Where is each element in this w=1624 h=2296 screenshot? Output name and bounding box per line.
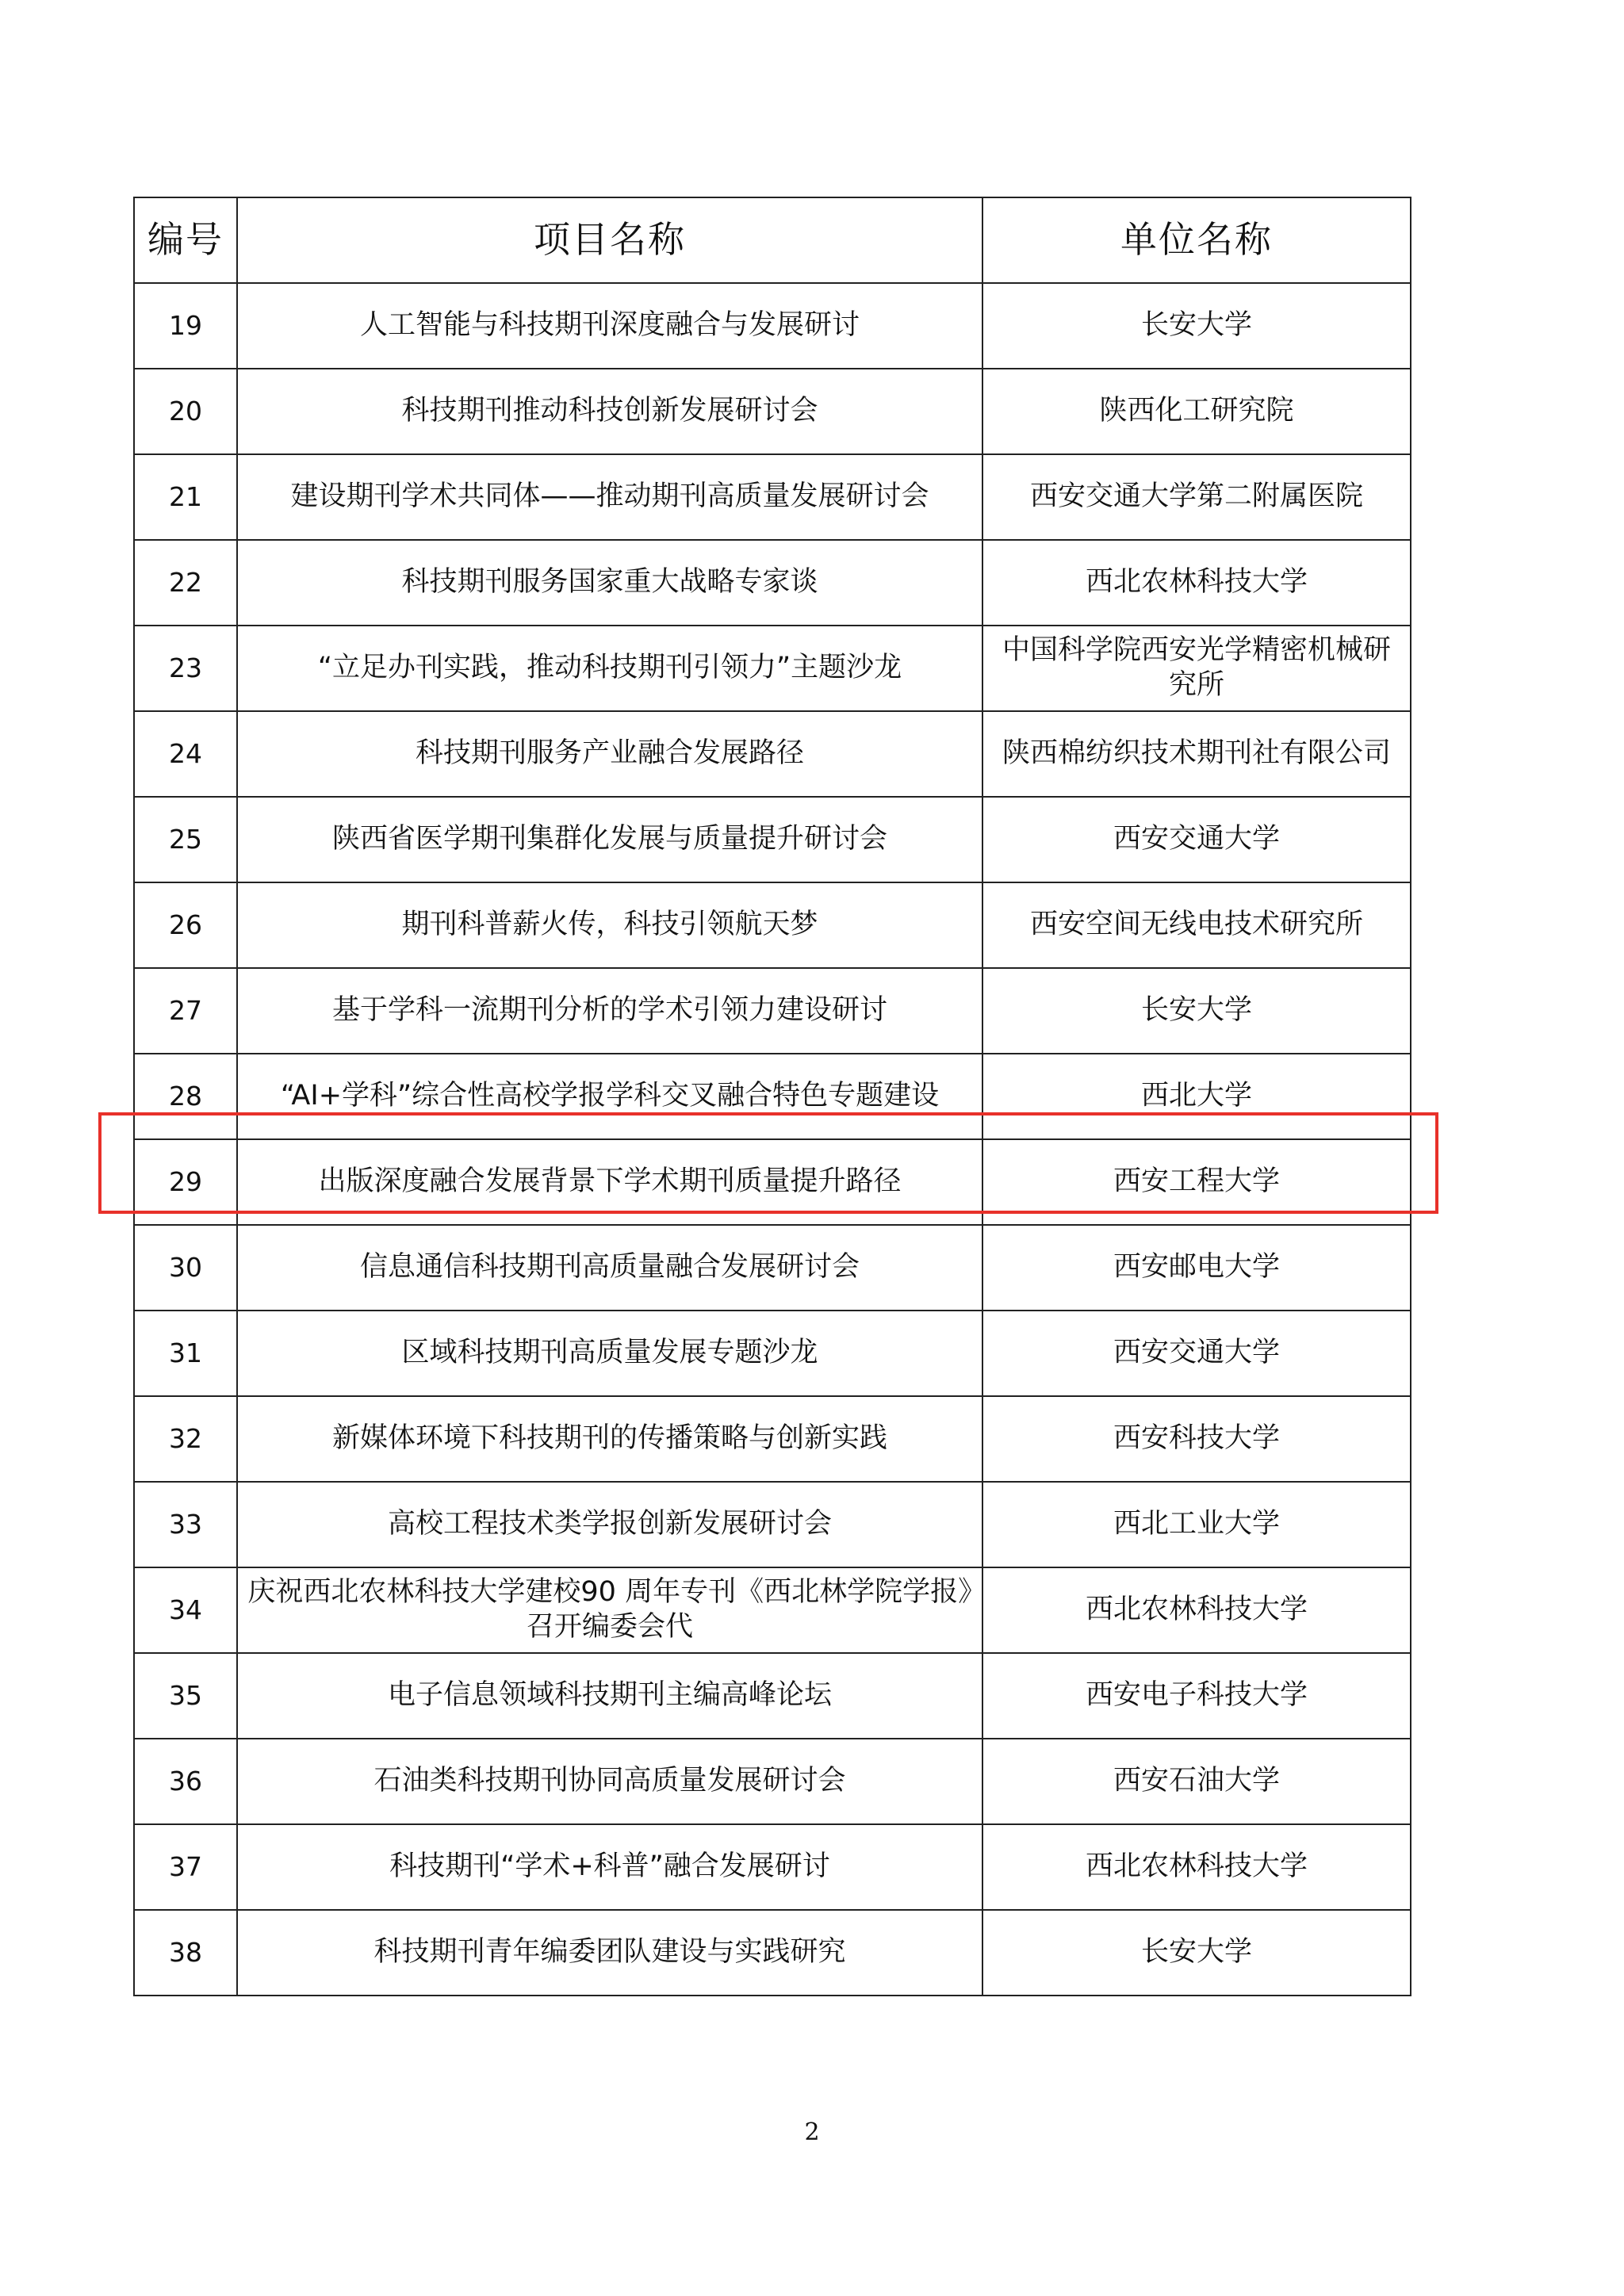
row-number-cell: 32 — [134, 1396, 237, 1482]
unit-name-cell: 陕西棉纺织技术期刊社有限公司 — [982, 711, 1411, 797]
project-name-cell: 科技期刊青年编委团队建设与实践研究 — [237, 1910, 982, 1996]
unit-name-cell: 西安交通大学 — [982, 797, 1411, 882]
row-number-cell: 36 — [134, 1739, 237, 1824]
project-name-cell: “立足办刊实践，推动科技期刊引领力”主题沙龙 — [237, 626, 982, 711]
row-number-cell: 37 — [134, 1824, 237, 1910]
project-name-cell: 新媒体环境下科技期刊的传播策略与创新实践 — [237, 1396, 982, 1482]
row-number-cell: 23 — [134, 626, 237, 711]
project-name-cell: 科技期刊推动科技创新发展研讨会 — [237, 369, 982, 454]
row-number-cell: 27 — [134, 968, 237, 1054]
row-number-cell: 33 — [134, 1482, 237, 1567]
table-row — [134, 1739, 1411, 1824]
table-row — [134, 626, 1411, 711]
project-name-cell: 出版深度融合发展背景下学术期刊质量提升路径 — [237, 1139, 982, 1225]
unit-name-cell: 西安交通大学 — [982, 1311, 1411, 1396]
unit-name-cell: 西北农林科技大学 — [982, 1567, 1411, 1653]
row-number-cell: 30 — [134, 1225, 237, 1311]
project-name-cell: 基于学科一流期刊分析的学术引领力建设研讨 — [237, 968, 982, 1054]
project-name-cell: 科技期刊服务产业融合发展路径 — [237, 711, 982, 797]
unit-name-cell: 西安交通大学第二附属医院 — [982, 454, 1411, 540]
row-number-cell: 26 — [134, 882, 237, 968]
project-name-cell: 信息通信科技期刊高质量融合发展研讨会 — [237, 1225, 982, 1311]
header-unit-name: 单位名称 — [982, 197, 1411, 283]
table-row — [134, 1824, 1411, 1910]
project-name-cell: 期刊科普薪火传，科技引领航天梦 — [237, 882, 982, 968]
table-row — [134, 797, 1411, 882]
unit-name-cell: 西安工程大学 — [982, 1139, 1411, 1225]
project-name-cell: 人工智能与科技期刊深度融合与发展研讨 — [237, 283, 982, 369]
project-name-cell: “AI+学科”综合性高校学报学科交叉融合特色专题建设 — [237, 1054, 982, 1139]
table-row — [134, 882, 1411, 968]
table-row — [134, 1054, 1411, 1139]
project-name-cell: 科技期刊“学术+科普”融合发展研讨 — [237, 1824, 982, 1910]
project-name-cell: 高校工程技术类学报创新发展研讨会 — [237, 1482, 982, 1567]
row-number-cell: 19 — [134, 283, 237, 369]
page-number: 2 — [804, 2118, 820, 2146]
header-number: 编号 — [134, 197, 237, 283]
unit-name-cell: 西北农林科技大学 — [982, 1824, 1411, 1910]
table-row — [134, 1910, 1411, 1996]
row-number-cell: 20 — [134, 369, 237, 454]
unit-name-cell: 陕西化工研究院 — [982, 369, 1411, 454]
unit-name-cell: 西北工业大学 — [982, 1482, 1411, 1567]
table-header-row — [134, 197, 1411, 283]
table-row — [134, 1653, 1411, 1739]
project-name-cell: 石油类科技期刊协同高质量发展研讨会 — [237, 1739, 982, 1824]
project-name-cell: 陕西省医学期刊集群化发展与质量提升研讨会 — [237, 797, 982, 882]
unit-name-cell: 西北农林科技大学 — [982, 540, 1411, 626]
project-name-cell: 电子信息领域科技期刊主编高峰论坛 — [237, 1653, 982, 1739]
row-number-cell: 38 — [134, 1910, 237, 1996]
unit-name-cell: 长安大学 — [982, 968, 1411, 1054]
row-number-cell: 24 — [134, 711, 237, 797]
unit-name-cell: 西安电子科技大学 — [982, 1653, 1411, 1739]
unit-name-cell: 长安大学 — [982, 283, 1411, 369]
table-row — [134, 1567, 1411, 1653]
unit-name-cell: 长安大学 — [982, 1910, 1411, 1996]
project-name-cell: 建设期刊学术共同体——推动期刊高质量发展研讨会 — [237, 454, 982, 540]
row-number-cell: 29 — [134, 1139, 237, 1225]
unit-name-cell: 西安空间无线电技术研究所 — [982, 882, 1411, 968]
row-number-cell: 21 — [134, 454, 237, 540]
unit-name-cell: 西安邮电大学 — [982, 1225, 1411, 1311]
row-number-cell: 25 — [134, 797, 237, 882]
row-number-cell: 22 — [134, 540, 237, 626]
table-row — [134, 454, 1411, 540]
table-row — [134, 540, 1411, 626]
table-row — [134, 369, 1411, 454]
header-project-name: 项目名称 — [237, 197, 982, 283]
table-row — [134, 1396, 1411, 1482]
table-row — [134, 1225, 1411, 1311]
row-number-cell: 35 — [134, 1653, 237, 1739]
table-row — [134, 1139, 1411, 1225]
table-body — [134, 283, 1411, 1996]
row-number-cell: 34 — [134, 1567, 237, 1653]
unit-name-cell: 西北大学 — [982, 1054, 1411, 1139]
table-row — [134, 283, 1411, 369]
row-number-cell: 28 — [134, 1054, 237, 1139]
unit-name-cell: 中国科学院西安光学精密机械研究所 — [982, 626, 1411, 711]
project-name-cell: 科技期刊服务国家重大战略专家谈 — [237, 540, 982, 626]
unit-name-cell: 西安石油大学 — [982, 1739, 1411, 1824]
project-table — [133, 197, 1411, 1996]
table-row — [134, 711, 1411, 797]
table-row — [134, 1311, 1411, 1396]
unit-name-cell: 西安科技大学 — [982, 1396, 1411, 1482]
table-row — [134, 1482, 1411, 1567]
row-number-cell: 31 — [134, 1311, 237, 1396]
project-name-cell: 区域科技期刊高质量发展专题沙龙 — [237, 1311, 982, 1396]
project-name-cell: 庆祝西北农林科技大学建校90 周年专刊《西北林学院学报》召开编委会代 — [237, 1567, 982, 1653]
table-row — [134, 968, 1411, 1054]
